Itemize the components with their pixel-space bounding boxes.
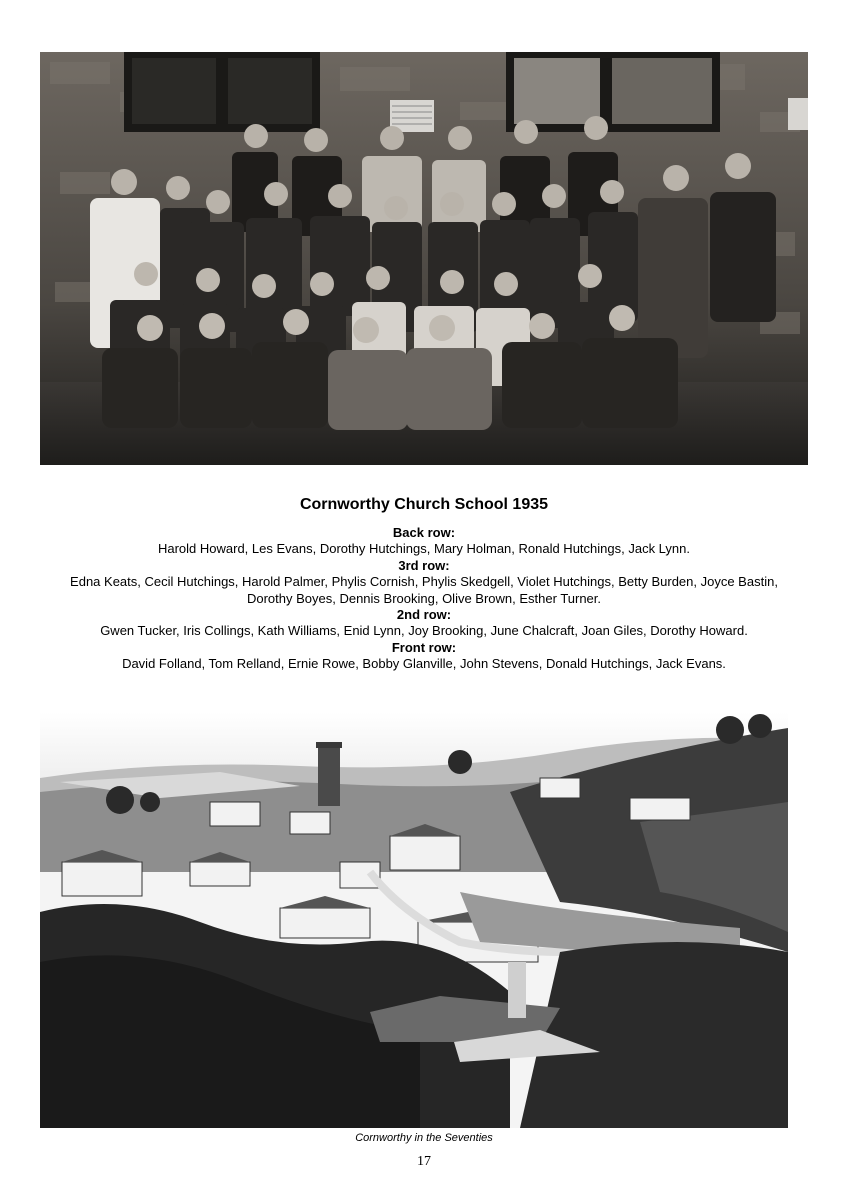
row-names-2nd: Gwen Tucker, Iris Collings, Kath Williams, Enid Lynn, Joy Brooking, June Chalcraft, Joan Giles, Dorothy Howard. [100,623,748,639]
row-names-3rd: Edna Keats, Cecil Hutchings, Harold Palmer, Phylis Cornish, Phylis Skedgell, Violet Hutchings, Betty Burden, Joyce Bastin, Dorothy Boyes, Dennis Brooking, Olive Brown, Esther Turner. [70,574,778,606]
row-heading-front: Front row: [391,639,457,655]
village-landscape-photograph [40,712,788,1128]
page-number: 17 [417,1154,431,1169]
row-heading-3rd: 3rd row: [398,557,450,573]
photo-title: Cornworthy Church School 1935 [299,495,549,513]
village-photo-caption: Cornworthy in the Seventies [355,1132,493,1144]
school-class-photograph [40,52,808,465]
row-names-back: Harold Howard, Les Evans, Dorothy Hutchings, Mary Holman, Ronald Hutchings, Jack Lynn. [157,541,691,557]
row-names-front: David Folland, Tom Relland, Ernie Rowe, Bobby Glanville, John Stevens, Donald Hutchings, Jack Evans. [122,656,726,672]
row-heading-back: Back row: [392,525,456,540]
names-caption [60,525,788,673]
row-heading-2nd: 2nd row: [396,607,452,623]
